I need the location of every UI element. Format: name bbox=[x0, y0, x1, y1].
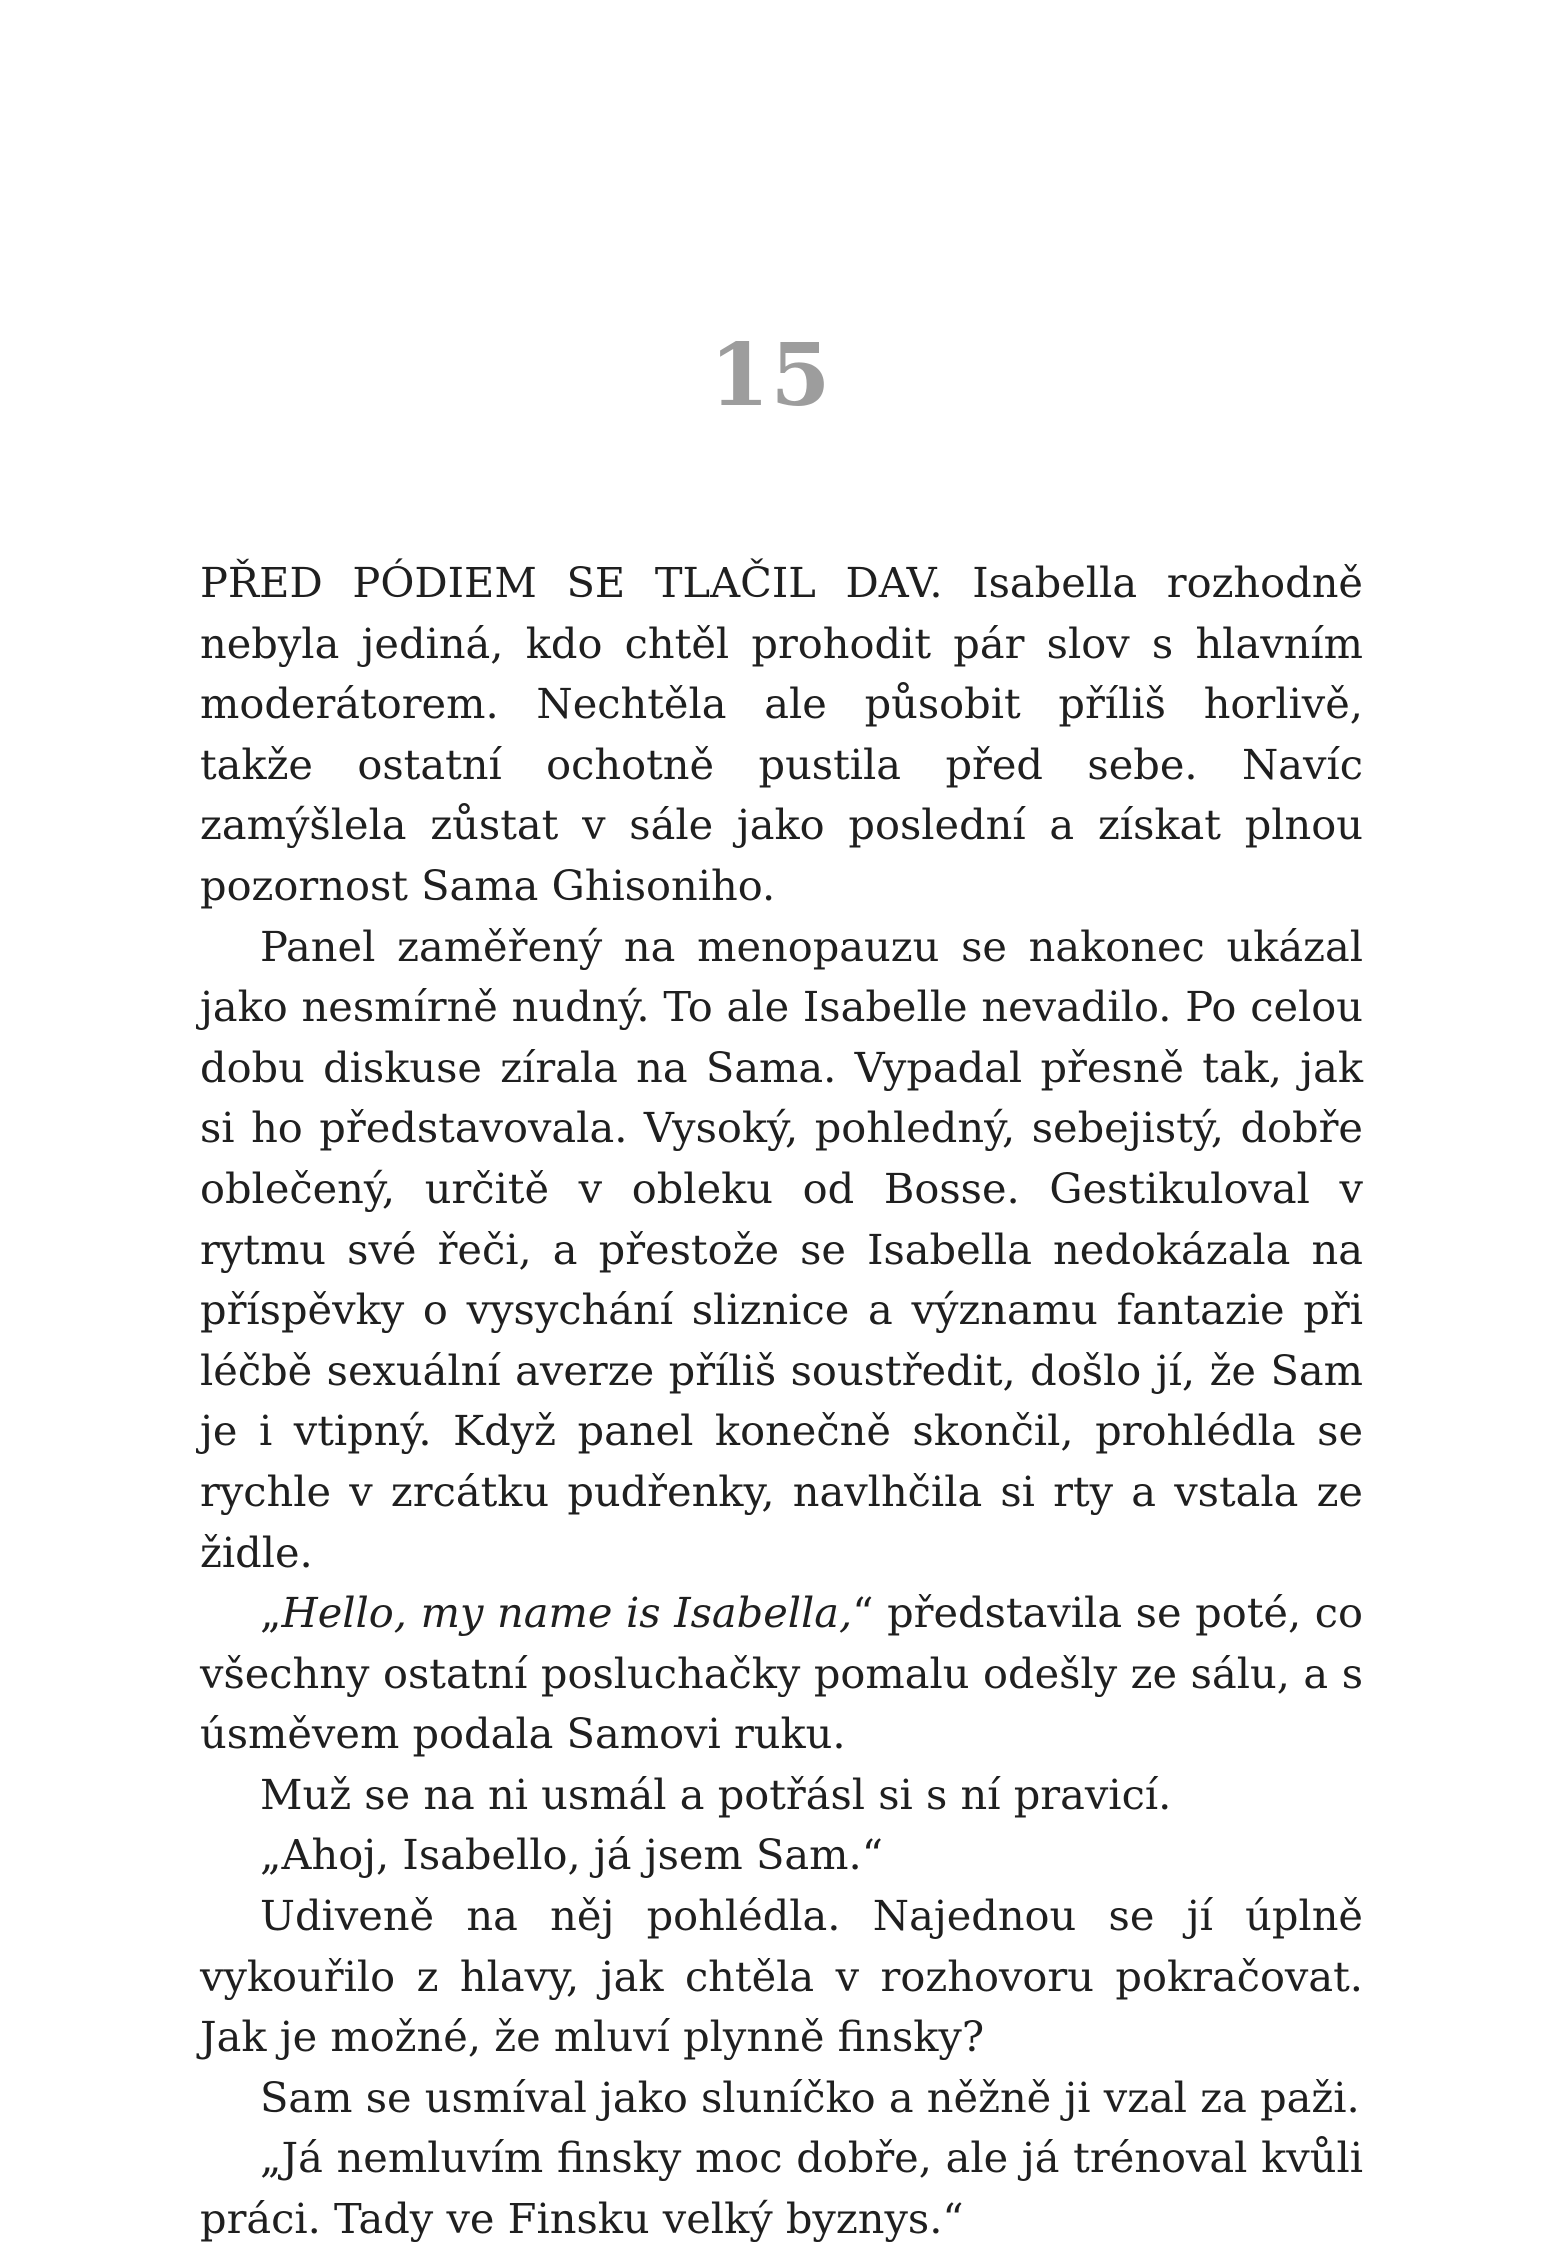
paragraph-3-rest: “ představila se poté, co všechny ostatní posluchačky pomalu odešly ze sálu, a s úsměvem podala Samovi ruku. bbox=[200, 1588, 1363, 1759]
italic-greeting: Hello, my name is Isabella, bbox=[281, 1588, 853, 1638]
paragraph-4: Muž se na ni usmál a potřásl si s ní pravicí. bbox=[260, 1769, 1172, 1819]
open-quote: „ bbox=[260, 1588, 282, 1638]
paragraph-3 bbox=[200, 1583, 1363, 1765]
paragraph-5: „Ahoj, Isabello, já jsem Sam.“ bbox=[260, 1830, 883, 1880]
chapter-number: 15 bbox=[709, 325, 832, 426]
paragraph-6: Udiveně na něj pohlédla. Najednou se jí úplně vykouřilo z hlavy, jak chtěla v rozhovoru pokračovat. Jak je možné, že mluví plynně finsky? bbox=[200, 1891, 1363, 2062]
chapter-body bbox=[200, 553, 1363, 2250]
paragraph-7: Sam se usmíval jako sluníčko a něžně ji vzal za paži. bbox=[260, 2072, 1360, 2122]
paragraph-1: PŘED PÓDIEM SE TLAČIL DAV. Isabella rozhodně nebyla jediná, kdo chtěl prohodit pár slov s hlavním moderátorem. Nechtěla ale působit příliš horlivě, takže ostatní ochotně pustila před sebe. Navíc zamýšlela zůstat v sále jako poslední a získat plnou pozornost Sama Ghisoniho. bbox=[200, 558, 1363, 910]
paragraph-8: „Já nemluvím finsky moc dobře, ale já trénoval kvůli práci. Tady ve Finsku velký byznys.“ bbox=[200, 2133, 1363, 2244]
paragraph-2: Panel zaměřený na menopauzu se nakonec ukázal jako nesmírně nudný. To ale Isabelle nevadilo. Po celou dobu diskuse zírala na Sama. Vypadal přesně tak, jak si ho představovala. Vysoký, pohledný, sebejistý, dobře oblečený, určitě v obleku od Bosse. Gestikuloval v rytmu své řeči, a přestože se Isabella nedokázala na příspěvky o vysychání sliznice a významu fantazie při léčbě sexuální averze příliš soustředit, došlo jí, že Sam je i vtipný. Když panel konečně skončil, prohlédla se rychle v zrcátku pudřenky, navlhčila si rty a vstala ze židle. bbox=[200, 921, 1363, 1577]
